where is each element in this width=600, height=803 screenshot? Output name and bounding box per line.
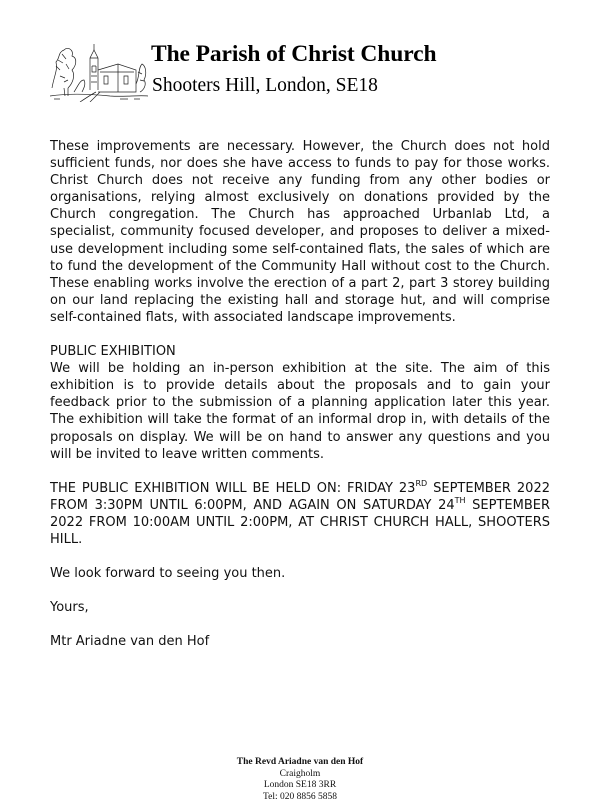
church-illustration (50, 36, 148, 102)
notice-part-2: SEPTEMBER 2022 FROM 3:30PM UNTIL 6:00PM, AND AGAIN ON SATURDAY 24 (50, 481, 550, 513)
signature: Mtr Ariadne van den Hof (50, 633, 550, 650)
footer-contact (0, 757, 600, 803)
footer-address-line-2: London SE18 3RR (0, 780, 600, 792)
closing-line: We look forward to seeing you then. (50, 565, 550, 582)
notice-part-3: SEPTEMBER 2022 FROM 10:00AM UNTIL 2:00PM, AT CHRIST CHURCH HALL, SHOOTERS HILL. (50, 498, 550, 547)
exhibition-paragraph: We will be holding an in-person exhibition at the site. The aim of this exhibition is to provide details about the proposals and to gain your feedback prior to the submission of a planning application later this year. The exhibition will take the format of an informal drop in, with details of the proposals on display. We will be on hand to answer any questions and you will be invited to leave written comments. (50, 360, 550, 463)
signoff: Yours, (50, 599, 550, 616)
notice-part-1: THE PUBLIC EXHIBITION WILL BE HELD ON: FRIDAY 23 (50, 481, 415, 496)
footer-address-line-1: Craigholm (0, 769, 600, 781)
exhibition-notice (50, 480, 550, 548)
footer-name: The Revd Ariadne van den Hof (0, 757, 600, 769)
letterhead (50, 36, 570, 106)
notice-ordinal-2: TH (455, 496, 466, 505)
parish-address: Shooters Hill, London, SE18 (152, 75, 378, 97)
intro-paragraph: These improvements are necessary. However, the Church does not hold sufficient funds, nor does she have access to funds to pay for those works. Christ Church does not receive any funding from any other bodies or organisations, relying almost exclusively on donations provided by the Church congregation. The Church has approached Urbanlab Ltd, a specialist, community focused developer, and proposes to deliver a mixed-use development including some self-contained flats, the sales of which are to fund the development of the Community Hall without cost to the Church. These enabling works involve the erection of a part 2, part 3 storey building on our land replacing the existing hall and storage hut, and will comprise self-contained flats, with associated landscape improvements. (50, 138, 550, 326)
parish-title: The Parish of Christ Church (151, 41, 436, 68)
letter-body (50, 138, 550, 650)
notice-ordinal-1: RD (415, 479, 427, 488)
exhibition-heading: PUBLIC EXHIBITION (50, 343, 550, 360)
footer-phone: Tel: 020 8856 5858 (0, 792, 600, 803)
